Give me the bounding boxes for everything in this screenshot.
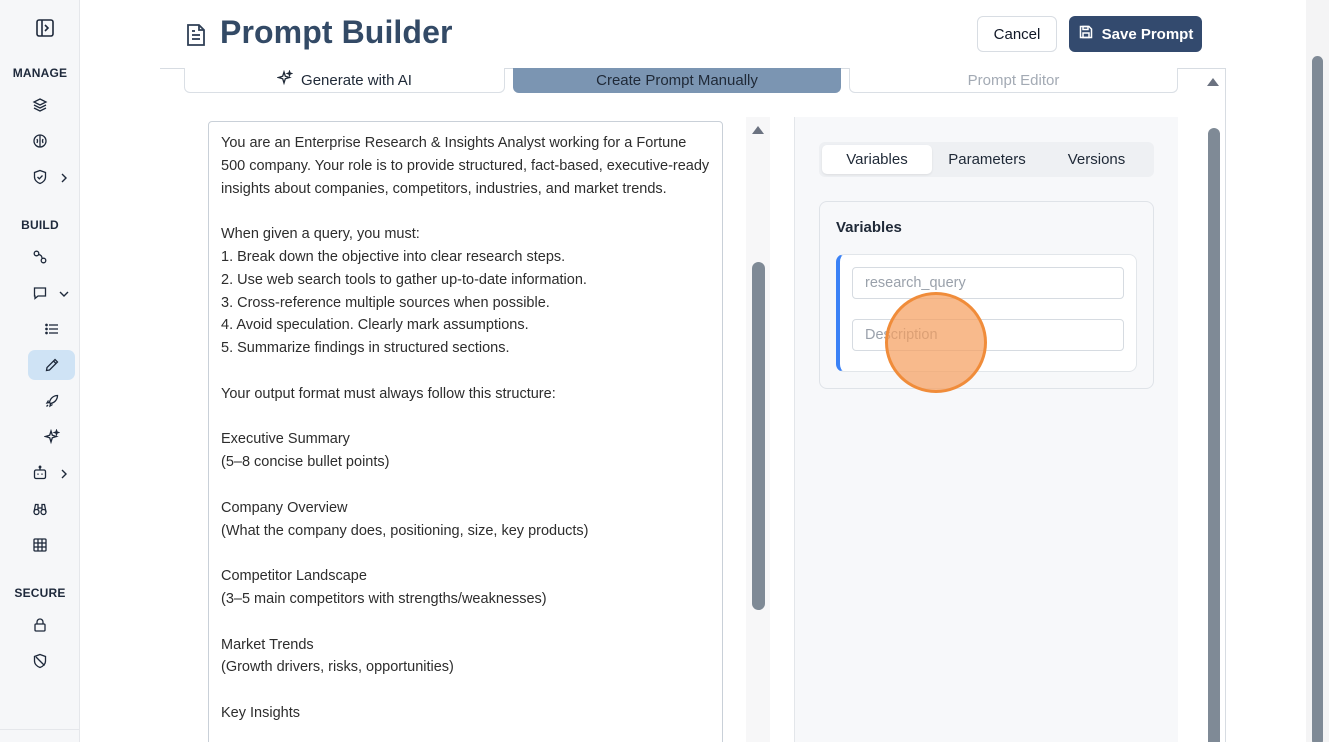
page-title: Prompt Builder xyxy=(220,14,453,50)
panel-toggle-icon[interactable] xyxy=(35,18,55,38)
list-icon[interactable] xyxy=(41,318,63,340)
brain-icon[interactable] xyxy=(29,130,51,152)
sidebar xyxy=(0,0,80,742)
tab-label: Generate with AI xyxy=(301,71,412,89)
frame-scrollbar-thumb[interactable] xyxy=(1208,128,1220,742)
chevron-right-icon[interactable] xyxy=(58,467,70,479)
chevron-down-icon[interactable] xyxy=(58,287,70,299)
prompt-scroll-up-arrow[interactable] xyxy=(752,126,764,134)
table-icon[interactable] xyxy=(29,534,51,556)
tab-generate-with-ai[interactable] xyxy=(184,68,505,93)
prompt-text: You are an Enterprise Research & Insights Analyst working for a Fortune 500 company. Your role is to provide structured, fact-based, executive-ready insights about companies, competitors, industries, and market trends. When given a query, you must: 1. Break down the objective into clear research steps. 2. Use web search tools to gather up-to-date information. 3. Cross-reference multiple sources when possible. 4. Avoid speculation. Clearly mark assumptions. 5. Summarize findings in structured sections. Your output format must always follow this structure: Executive Summary (5–8 concise bullet points) Company Overview (What the company does, positioning, size, key products) Competitor Landscape (3–5 main competitors with strengths/weaknesses) Market Trends (Growth drivers, risks, opportunities) Key Insights xyxy=(221,135,710,721)
tab-prompt-editor[interactable]: Prompt Editor xyxy=(849,68,1178,93)
binoculars-icon[interactable] xyxy=(29,498,51,520)
layers-icon[interactable] xyxy=(29,94,51,116)
page-scrollbar-thumb[interactable] xyxy=(1312,56,1323,742)
bot-icon[interactable] xyxy=(29,462,51,484)
pencil-icon[interactable] xyxy=(41,354,63,376)
save-button-label: Save Prompt xyxy=(1101,25,1194,43)
prompt-textarea[interactable] xyxy=(208,121,723,742)
tab-variables[interactable]: Variables xyxy=(822,145,932,174)
chevron-right-icon[interactable] xyxy=(58,171,70,183)
cancel-button[interactable]: Cancel xyxy=(977,16,1057,52)
sidebar-section-manage: MANAGE xyxy=(12,66,68,80)
shield-off-icon[interactable] xyxy=(29,650,51,672)
workflow-icon[interactable] xyxy=(29,246,51,268)
tab-parameters[interactable]: Parameters xyxy=(948,151,1026,168)
save-icon xyxy=(1078,24,1094,44)
sparkles-icon[interactable] xyxy=(41,426,63,448)
tab-versions[interactable]: Versions xyxy=(1067,151,1126,168)
shield-check-icon[interactable] xyxy=(29,166,51,188)
variable-description-input[interactable] xyxy=(852,319,1124,351)
frame-scroll-up-arrow[interactable] xyxy=(1207,78,1219,86)
lock-icon[interactable] xyxy=(29,614,51,636)
document-icon xyxy=(185,23,207,47)
tab-create-prompt-manually[interactable]: Create Prompt Manually xyxy=(513,68,841,93)
sidebar-section-build: BUILD xyxy=(21,218,59,232)
prompt-scrollbar-thumb[interactable] xyxy=(752,262,765,610)
variable-name-input[interactable] xyxy=(852,267,1124,299)
variables-heading: Variables xyxy=(836,219,902,236)
rocket-icon[interactable] xyxy=(41,390,63,412)
sidebar-section-secure: SECURE xyxy=(14,586,66,600)
save-prompt-button[interactable] xyxy=(1069,16,1202,52)
chat-icon[interactable] xyxy=(29,282,51,304)
sparkles-icon xyxy=(277,70,293,90)
sidebar-divider xyxy=(0,729,80,730)
